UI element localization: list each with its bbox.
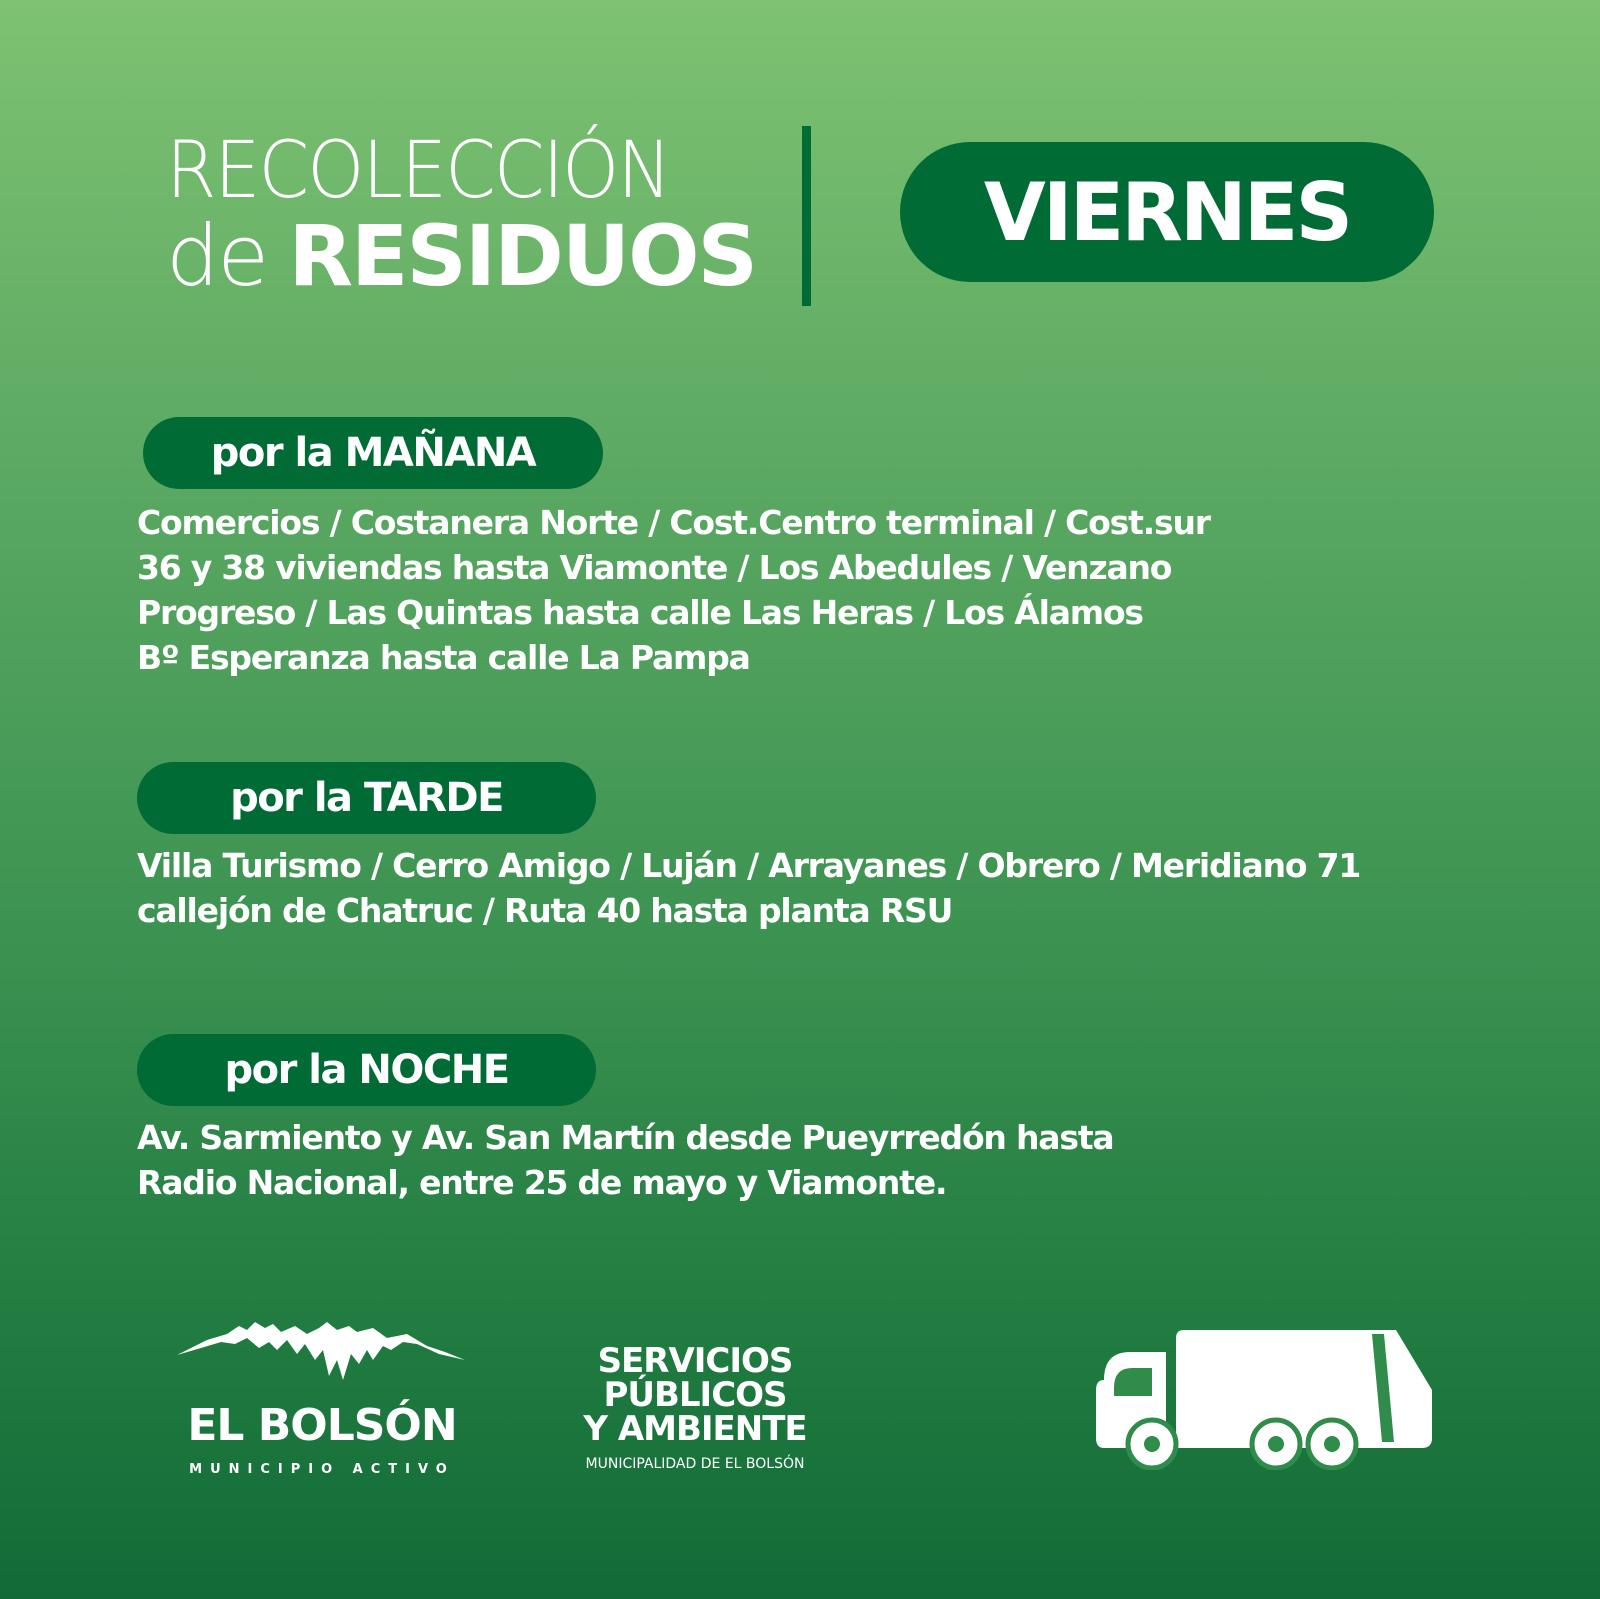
title-residuos-bold: RESIDUOS bbox=[288, 207, 756, 305]
brand-tagline: MUNICIPIO ACTIVO bbox=[189, 1462, 455, 1477]
zone-line: Comercios / Costanera Norte / Cost.Centro terminal / Cost.sur bbox=[137, 503, 1210, 542]
afternoon-label: por la TARDE bbox=[230, 775, 503, 821]
night-zones bbox=[137, 1115, 1113, 1205]
garbage-truck-icon bbox=[1096, 1330, 1436, 1470]
services-logo bbox=[570, 1341, 820, 1472]
day-label: VIERNES bbox=[983, 165, 1351, 259]
header-divider bbox=[802, 126, 811, 306]
services-line1: SERVICIOS bbox=[597, 1341, 793, 1381]
afternoon-zones bbox=[137, 843, 1360, 933]
zone-line: Progreso / Las Quintas hasta calle Las Heras / Los Álamos bbox=[137, 593, 1143, 632]
services-subtitle: MUNICIPALIDAD DE EL BOLSÓN bbox=[585, 1456, 805, 1472]
night-badge bbox=[137, 1034, 596, 1106]
title-de: de bbox=[166, 207, 267, 305]
morning-label: por la MAÑANA bbox=[210, 430, 536, 476]
services-line2: PÚBLICOS bbox=[603, 1375, 787, 1415]
title-residuos bbox=[166, 207, 756, 305]
brand-name: EL BOLSÓN bbox=[187, 1400, 457, 1451]
zone-line: Bº Esperanza hasta calle La Pampa bbox=[137, 638, 750, 677]
zone-line: 36 y 38 viviendas hasta Viamonte / Los Abedules / Venzano bbox=[137, 548, 1172, 587]
morning-badge bbox=[143, 417, 603, 489]
zone-line: Av. Sarmiento y Av. San Martín desde Pueyrredón hasta bbox=[137, 1118, 1114, 1157]
zone-line: callejón de Chatruc / Ruta 40 hasta planta RSU bbox=[137, 891, 953, 930]
afternoon-badge bbox=[137, 762, 596, 834]
zone-line: Villa Turismo / Cerro Amigo / Luján / Arrayanes / Obrero / Meridiano 71 bbox=[137, 846, 1361, 885]
title-recoleccion: RECOLECCIÓN bbox=[166, 126, 670, 216]
zone-line: Radio Nacional, entre 25 de mayo y Viamonte. bbox=[137, 1163, 947, 1202]
mountain-icon bbox=[177, 1320, 467, 1390]
services-line3: Y AMBIENTE bbox=[583, 1409, 807, 1449]
night-label: por la NOCHE bbox=[224, 1047, 509, 1093]
day-badge bbox=[900, 142, 1434, 282]
morning-zones bbox=[137, 500, 1210, 680]
